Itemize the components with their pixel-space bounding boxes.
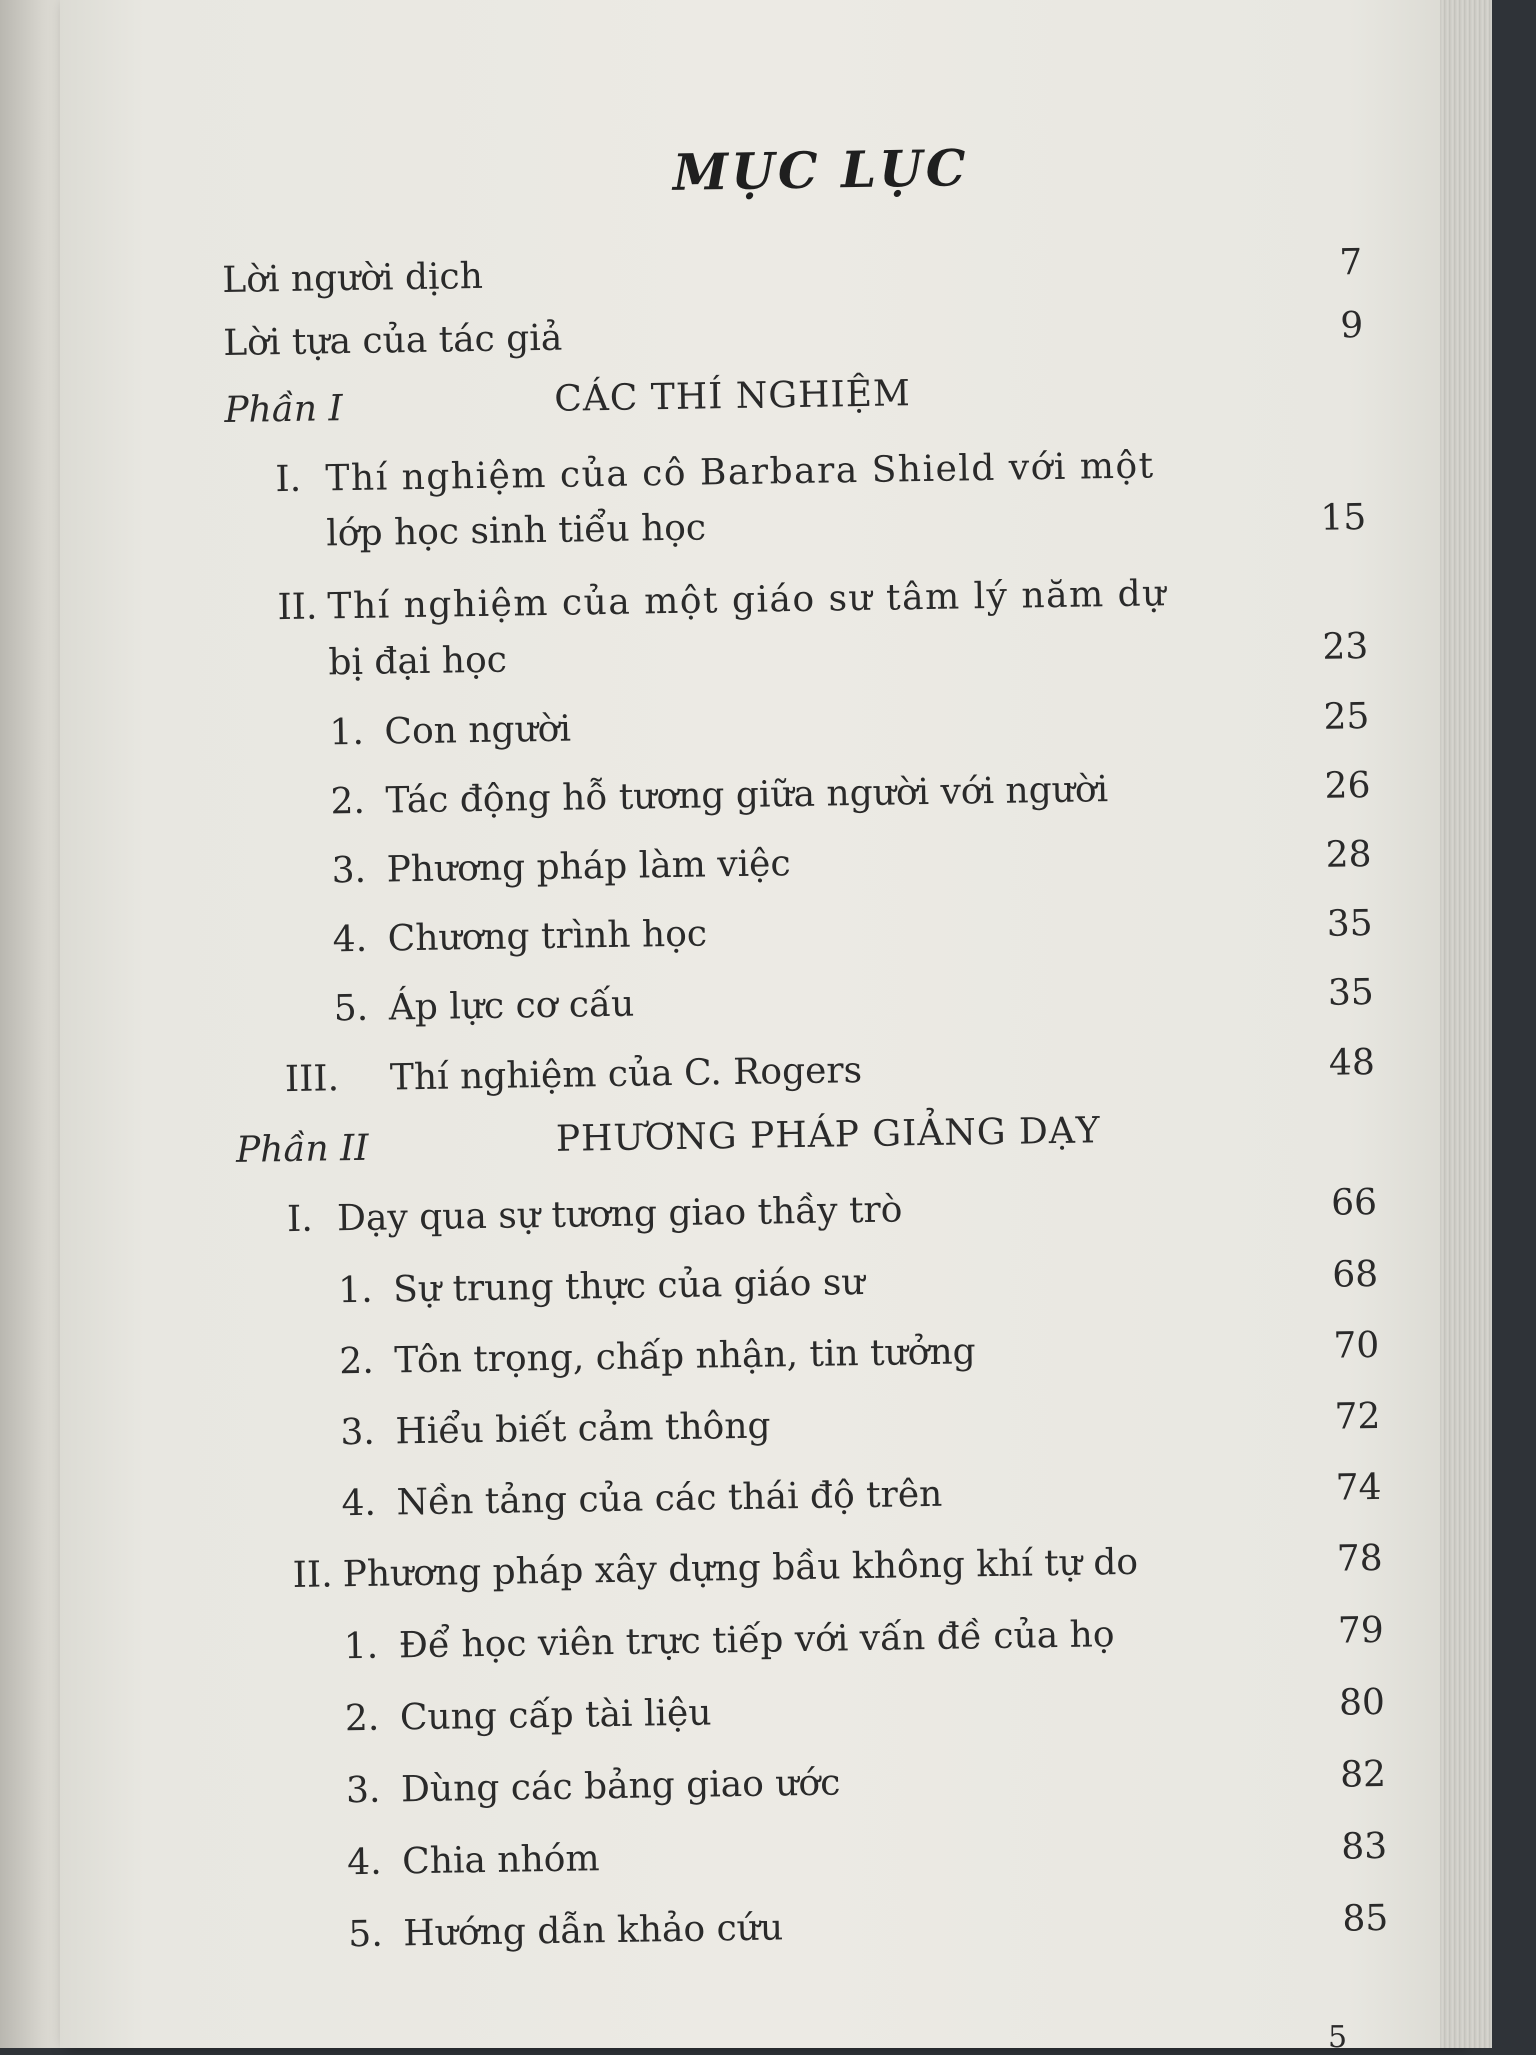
toc-entry-text: Để học viên trực tiếp với vấn đề của họ <box>398 1614 1115 1667</box>
toc-entry-text: Dạy qua sự tương giao thầy trò <box>336 1189 903 1240</box>
toc-entry-number: 3. <box>340 1411 376 1454</box>
toc-entry-text: bị đại học <box>328 639 508 684</box>
toc-entry-page: 35 <box>1326 902 1373 945</box>
toc-entry-text: Chia nhóm <box>401 1838 600 1883</box>
page-edges <box>1440 0 1492 2048</box>
toc-entry-page: 82 <box>1339 1753 1387 1796</box>
toc-entry-number: 4. <box>332 918 368 961</box>
toc-entry-number: 4. <box>346 1841 382 1884</box>
toc-entry-number: I. <box>275 458 302 501</box>
toc-title: MỤC LỤC <box>672 138 970 202</box>
toc-entry-text: Con người <box>384 708 572 753</box>
toc-entry-text: Phương pháp làm việc <box>386 843 791 891</box>
toc-entry-page: 85 <box>1342 1897 1389 1940</box>
toc-entry-number: 1. <box>329 711 365 754</box>
toc-entry-text: Hiểu biết cảm thông <box>395 1405 771 1453</box>
toc-entry-text: Tôn trọng, chấp nhận, tin tưởng <box>394 1331 976 1382</box>
toc-entry-number: 2. <box>339 1340 375 1383</box>
toc-entry-number: II. <box>292 1554 333 1597</box>
part-label: Phần I <box>224 388 344 431</box>
toc-entry-number: 2. <box>330 780 366 823</box>
toc-entry-page: 66 <box>1330 1181 1378 1224</box>
toc-entry-number: III. <box>284 1058 340 1101</box>
toc-entry-number: 5. <box>333 987 369 1030</box>
toc-entry-page: 23 <box>1322 626 1369 668</box>
toc-entry-text: Hướng dẫn khảo cứu <box>403 1907 784 1955</box>
toc-entry-page: 26 <box>1324 765 1371 807</box>
toc-entry-text: Thí nghiệm của một giáo sư tâm lý năm dự <box>327 573 1168 628</box>
toc-entry-number: 4. <box>341 1482 377 1525</box>
toc-entry-text: Thí nghiệm của C. Rogers <box>389 1050 863 1099</box>
toc-entry-text: Áp lực cơ cấu <box>388 983 635 1029</box>
toc-entry-page: 78 <box>1336 1537 1383 1580</box>
part-label: Phần II <box>235 1127 369 1171</box>
toc-entry-page: 7 <box>1338 242 1363 284</box>
toc-entry-text: Chương trình học <box>387 913 708 960</box>
toc-entry-page: 80 <box>1338 1681 1386 1724</box>
toc-entry-page: 15 <box>1320 497 1367 539</box>
toc-entry-text: Nền tảng của các thái độ trên <box>396 1473 943 1524</box>
toc-entry-page: 28 <box>1325 834 1372 876</box>
toc-entry-number: 3. <box>331 849 367 892</box>
toc-entry-number: II. <box>277 586 318 629</box>
toc-entry-text: Sự trung thực của giáo sư <box>392 1262 865 1311</box>
toc-entry-text: Lời người dịch <box>222 255 484 301</box>
toc-entry-text: Dùng các bảng giao ước <box>400 1762 841 1811</box>
toc-entry-page: 83 <box>1340 1825 1388 1868</box>
toc-entry-page: 72 <box>1334 1395 1381 1438</box>
toc-entry-text: Phương pháp xây dựng bầu không khí tự do <box>342 1541 1139 1596</box>
toc-entry-page: 35 <box>1327 971 1375 1014</box>
toc-entry-page: 79 <box>1337 1609 1385 1652</box>
toc-entry-page: 9 <box>1339 305 1364 347</box>
toc-entry-number: I. <box>286 1198 314 1241</box>
toc-entry-page: 74 <box>1335 1466 1382 1509</box>
part-title: PHƯƠNG PHÁP GIẢNG DẠY <box>555 1110 1101 1160</box>
toc-entry-text: lớp học sinh tiểu học <box>326 507 707 555</box>
toc-entry-text: Cung cấp tài liệu <box>399 1692 712 1739</box>
page-number: 5 <box>1328 2020 1348 2055</box>
toc-entry-text: Lời tựa của tác giả <box>223 317 563 364</box>
toc-entry-number: 1. <box>337 1269 373 1312</box>
toc-entry-page: 25 <box>1323 696 1370 738</box>
toc-entry-text: Thí nghiệm của cô Barbara Shield với một <box>325 445 1155 500</box>
toc-entry-text: Tác động hỗ tương giữa người với người <box>385 769 1109 822</box>
toc-entry-page: 70 <box>1333 1324 1380 1367</box>
toc-entry-number: 2. <box>344 1697 380 1740</box>
part-title: CÁC THÍ NGHIỆM <box>553 373 912 420</box>
toc-entry-page: 48 <box>1328 1041 1376 1084</box>
toc-entry-page: 68 <box>1331 1253 1379 1296</box>
toc-entry-number: 5. <box>348 1913 384 1956</box>
toc-entry-number: 1. <box>343 1625 379 1668</box>
toc-entry-number: 3. <box>345 1769 381 1812</box>
